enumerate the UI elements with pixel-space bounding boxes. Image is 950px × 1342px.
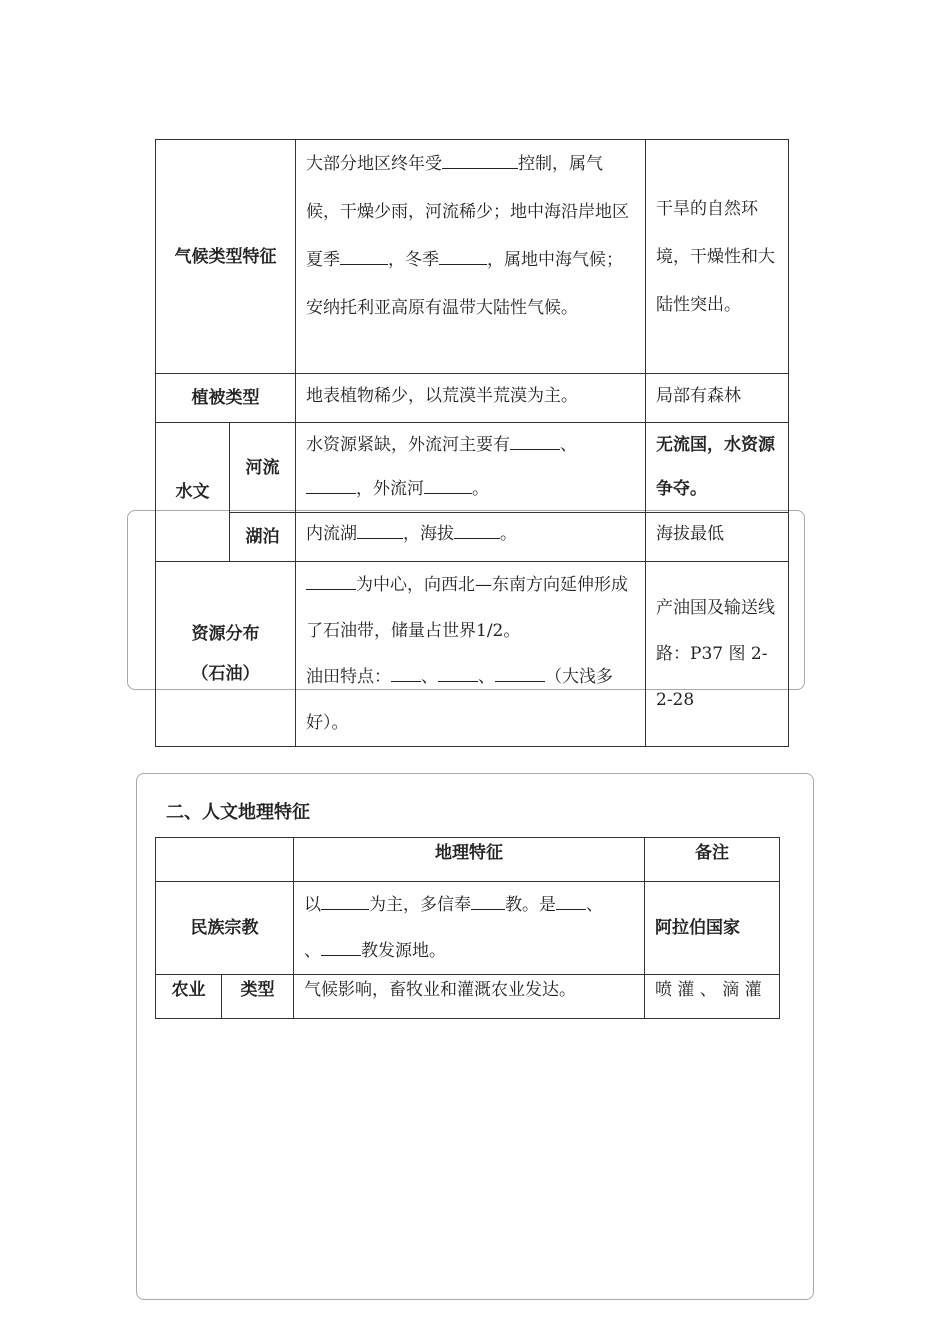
resources-header	[156, 562, 296, 747]
ethnic-header: 民族宗教	[156, 882, 294, 975]
text-part: ，海拔	[403, 524, 454, 544]
text-part: 油田特点：	[306, 667, 391, 687]
fill-blank	[510, 433, 560, 450]
text-part: 气候，干燥少雨，河流稀少；地中海沿岸地区夏季	[306, 154, 629, 270]
fill-blank	[306, 573, 356, 590]
lake-note: 海拔最低	[646, 513, 789, 562]
agriculture-row	[156, 975, 780, 1019]
text-part: 。	[500, 524, 517, 544]
lake-text	[296, 513, 646, 562]
vegetation-text: 地表植物稀少，以荒漠半荒漠为主。	[296, 374, 646, 423]
fill-blank	[442, 152, 518, 169]
resources-text	[296, 562, 646, 747]
human-geography-table	[155, 837, 780, 1019]
vegetation-header: 植被类型	[156, 374, 296, 423]
fill-blank	[438, 665, 478, 682]
river-header: 河流	[230, 423, 296, 513]
text-part: 、	[586, 895, 603, 915]
fill-blank	[306, 477, 356, 494]
lake-row	[156, 513, 789, 562]
lake-header: 湖泊	[230, 513, 296, 562]
agriculture-note: 喷 灌 、 滴 灌	[645, 975, 780, 1019]
physical-geography-table	[155, 139, 789, 747]
text-part: 、	[304, 941, 321, 961]
text-part: 为主，多信奉	[369, 895, 471, 915]
text-part: ，冬季	[388, 250, 439, 270]
vegetation-row	[156, 374, 789, 423]
fill-blank	[391, 665, 421, 682]
ethnic-note: 阿拉伯国家	[645, 882, 780, 975]
resources-row	[156, 562, 789, 747]
text-part: 水资源紧缺，外流河主要有	[306, 435, 510, 455]
text-part: 、	[560, 435, 577, 455]
feature-header: 地理特征	[294, 838, 645, 882]
fill-blank	[424, 477, 472, 494]
resources-header-line: 资源分布	[191, 624, 260, 644]
text-part: ，外流河	[356, 479, 424, 499]
climate-note: 干旱的自然环境，干燥性和大陆性突出。	[646, 140, 789, 374]
text-part: 、	[421, 667, 438, 687]
text-part: 教。是	[505, 895, 556, 915]
text-part: 内流湖	[306, 524, 357, 544]
climate-header: 气候类型特征	[156, 140, 296, 374]
text-part: （大浅多好）。	[306, 667, 613, 733]
text-part: 为中心，向西北—东南方向延伸形成了石油带，储量占世界1/2。	[306, 575, 628, 641]
ethnic-text	[294, 882, 645, 975]
fill-blank	[471, 893, 505, 910]
fill-blank	[454, 522, 500, 539]
river-note: 无流国，水资源争夺。	[646, 423, 789, 513]
fill-blank	[556, 893, 586, 910]
fill-blank	[495, 665, 545, 682]
river-row	[156, 423, 789, 513]
agriculture-header: 农业	[156, 975, 222, 1019]
fill-blank	[321, 939, 361, 956]
table2-header-row	[156, 838, 780, 882]
empty-header-cell	[156, 838, 294, 882]
text-part: ，属地中海气候；安纳托利亚高原有温带大陆性气候。	[306, 250, 623, 318]
text-part: 、	[478, 667, 495, 687]
river-text	[296, 423, 646, 513]
climate-row	[156, 140, 789, 374]
fill-blank	[357, 522, 403, 539]
text-part: 以	[304, 895, 321, 915]
text-part: 大部分地区终年受	[306, 154, 442, 174]
text-part: 控制，属	[518, 154, 586, 174]
climate-text	[296, 140, 646, 374]
fill-blank	[439, 248, 487, 265]
agriculture-text: 气候影响，畜牧业和灌溉农业发达。	[294, 975, 645, 1019]
text-part: 教发源地。	[361, 941, 446, 961]
text-part: 。	[472, 479, 489, 499]
fill-blank	[321, 893, 369, 910]
vegetation-note: 局部有森林	[646, 374, 789, 423]
resources-note: 产油国及输送线路：P37 图 2-2-28	[646, 562, 789, 747]
remark-header: 备注	[645, 838, 780, 882]
section2-title: 二、人文地理特征	[166, 802, 310, 823]
agriculture-type-header: 类型	[222, 975, 294, 1019]
fill-blank	[340, 248, 388, 265]
hydrology-header: 水文	[156, 423, 230, 562]
resources-header-line: （石油）	[191, 664, 260, 684]
ethnic-row	[156, 882, 780, 975]
